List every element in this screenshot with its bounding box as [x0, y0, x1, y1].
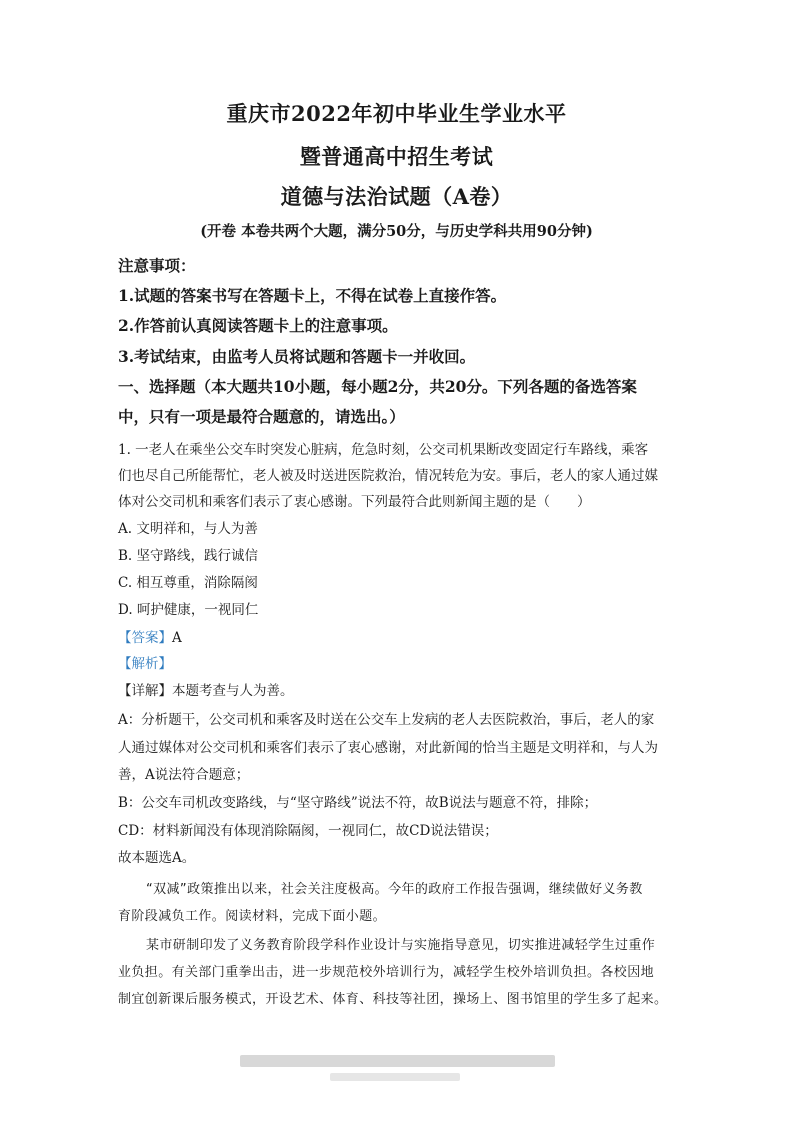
notice-heading: 注意事项： — [118, 256, 196, 275]
exam-subtitle: (开卷 本卷共两个大题，满分50分，与历史学科共用90分钟) — [200, 223, 593, 240]
section1-heading: 中，只有一项是最符合题意的，请选出。） — [118, 407, 405, 426]
exam-title-line2: 暨普通高中招生考试 — [299, 144, 494, 169]
material-paragraph-line: 业负担。有关部门重拳出击，进一步规范校外培训行为，减轻学生校外培训负担。各校因地 — [118, 965, 655, 980]
exam-title-line3: 道德与法治试题（A卷） — [280, 184, 513, 209]
option-a: A. 文明祥和，与人为善 — [118, 521, 258, 537]
material-paragraph-line: 某市研制印发了义务教育阶段学科作业设计与实施指导意见，切实推进减轻学生过重作 — [146, 938, 656, 953]
question-stem: 们也尽自己所能帮忙，老人被及时送进医院救治，情况转危为安。事后，老人的家人通过媒 — [118, 468, 658, 484]
explanation-line: B：公交车司机改变路线，与“坚守路线”说法不符，故B说法与题意不符，排除； — [118, 795, 598, 811]
analysis-tag: 【解析】 — [118, 656, 172, 672]
notice-item: 1.试题的答案书写在答题卡上，不得在试卷上直接作答。 — [118, 286, 507, 305]
material-paragraph-line: 制宜创新课后服务模式，开设艺术、体育、科技等社团，操场上、图书馆里的学生多了起来。 — [118, 992, 668, 1007]
notice-item: 2.作答前认真阅读答题卡上的注意事项。 — [118, 316, 398, 335]
question-stem: 体对公交司机和乘客们表示了衷心感谢。下列最符合此则新闻主题的是（ ） — [118, 494, 591, 510]
notice-item: 3.考试结束，由监考人员将试题和答题卡一并收回。 — [118, 347, 476, 366]
detail-line: 【详解】本题考查与人为善。 — [118, 683, 294, 699]
material-paragraph-line: “双减”政策推出以来，社会关注度极高。今年的政府工作报告强调，继续做好义务教 — [146, 882, 643, 897]
answer-line — [118, 626, 688, 646]
explanation-line: 故本题选A。 — [118, 850, 196, 866]
explanation-line: CD：材料新闻没有体现消除隔阂，一视同仁，故CD说法错误； — [118, 823, 498, 839]
answer-value: A — [172, 630, 182, 646]
explanation-line: 人通过媒体对公交司机和乘客们表示了衷心感谢，对此新闻的恰当主题是文明祥和，与人为 — [118, 740, 658, 756]
blurred-footer-watermark — [240, 1055, 555, 1067]
explanation-line: A：分析题干，公交司机和乘客及时送在公交车上发病的老人去医院救治，事后，老人的家 — [118, 712, 655, 728]
exam-title-line1: 重庆市2022年初中毕业生学业水平 — [226, 101, 567, 126]
question-stem: 1. 一老人在乘坐公交车时突发心脏病，危急时刻，公交司机果断改变固定行车路线，乘客 — [118, 442, 649, 458]
blurred-footer-watermark — [330, 1073, 460, 1081]
section1-heading: 一、选择题（本大题共10小题，每小题2分，共20分。下列各题的备选答案 — [118, 377, 637, 396]
material-paragraph-line: 育阶段减负工作。阅读材料，完成下面小题。 — [118, 909, 387, 924]
option-b: B. 坚守路线，践行诚信 — [118, 548, 259, 564]
answer-tag: 【答案】 — [118, 630, 172, 646]
option-c: C. 相互尊重，消除隔阂 — [118, 575, 258, 591]
option-d: D. 呵护健康，一视同仁 — [118, 602, 259, 618]
explanation-line: 善，A说法符合题意； — [118, 767, 250, 783]
